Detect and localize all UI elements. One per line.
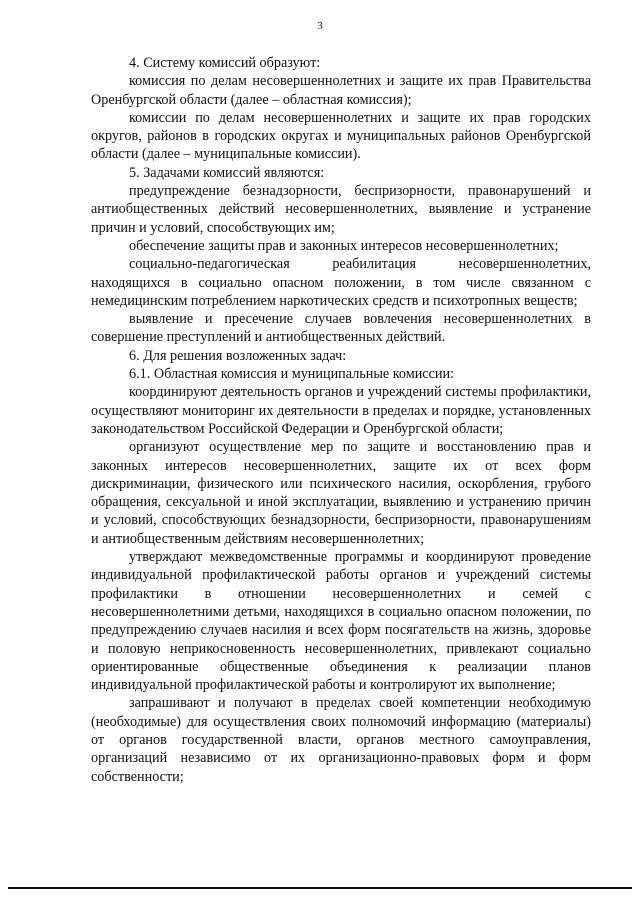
paragraph-section-5: 5. Задачами комиссий являются: xyxy=(129,164,325,181)
paragraph-task-rights-protection: обеспечение защиты прав и законных интересов несовершеннолетних; xyxy=(129,237,559,254)
page-number: 3 xyxy=(317,20,323,32)
paragraph-task-rehabilitation: социально-педагогическая реабилитация несовершеннолетних, находящихся в социально опасном положении, в том числе связанном с немедицинским потреблением наркотических средств и психотропных веществ; xyxy=(91,256,591,309)
paragraph-task-prevention: предупреждение безнадзорности, беспризорности, правонарушений и антиобщественных действий несовершеннолетних, выявление и устранение причин и условий, способствующих им; xyxy=(91,183,591,236)
paragraph-task-involvement: выявление и пресечение случаев вовлечения несовершеннолетних в совершение преступлений и антиобщественных действий. xyxy=(91,311,591,346)
paragraph-organize: организуют осуществление мер по защите и восстановлению прав и законных интересов несовершеннолетних, защите их от всех форм дискриминации, физического или психического насилия, оскорбления, грубого обращения, сексуальной и иной эксплуатации, выявлению и устранению причин и условий, способствующих безнадзорности, беспризорности, правонарушениям и антиобщественным действиям несовершеннолетних; xyxy=(91,439,591,547)
paragraph-section-4: 4. Систему комиссий образуют: xyxy=(129,55,321,71)
paragraph-coordinate: координируют деятельность органов и учреждений системы профилактики, осуществляют мониторинг их деятельности в пределах и порядке, установленных законодательством Российской Федерации и Оренбургской области; xyxy=(91,384,591,437)
bottom-rule xyxy=(8,887,632,889)
paragraph-section-6: 6. Для решения возложенных задач: xyxy=(129,347,347,364)
paragraph-section-6-1: 6.1. Областная комиссия и муниципальные комиссии: xyxy=(129,366,455,383)
paragraph-municipal-commissions: комиссии по делам несовершеннолетних и защите их прав городских округов, районов в городских округах и муниципальных районов Оренбургской области (далее – муниципальные комиссии). xyxy=(91,109,591,163)
paragraph-regional-commission: комиссия по делам несовершеннолетних и защите их прав Правительства Оренбургской области (далее – областная комиссия); xyxy=(91,73,591,108)
paragraph-approve: утверждают межведомственные программы и координируют проведение индивидуальной профилактической работы органов и учреждений системы профилактики в отношении несовершеннолетних и семей с несовершеннолетними детьми, находящихся в социально опасном положении, по предупреждению случаев насилия и всех форм посягательств на жизнь, здоровье и половую неприкосновенность несовершеннолетних, привлекают социально ориентированные общественные объединения к реализации планов индивидуальной профилактической работы и контролируют их выполнение; xyxy=(91,549,591,694)
paragraph-request: запрашивают и получают в пределах своей компетенции необходимую (необходимые) для осуществления своих полномочий информацию (материалы) от органов государственной власти, органов местного самоуправления, организаций независимо от их организационно-правовых форм и форм собственности; xyxy=(91,695,591,785)
document-body xyxy=(91,54,591,786)
